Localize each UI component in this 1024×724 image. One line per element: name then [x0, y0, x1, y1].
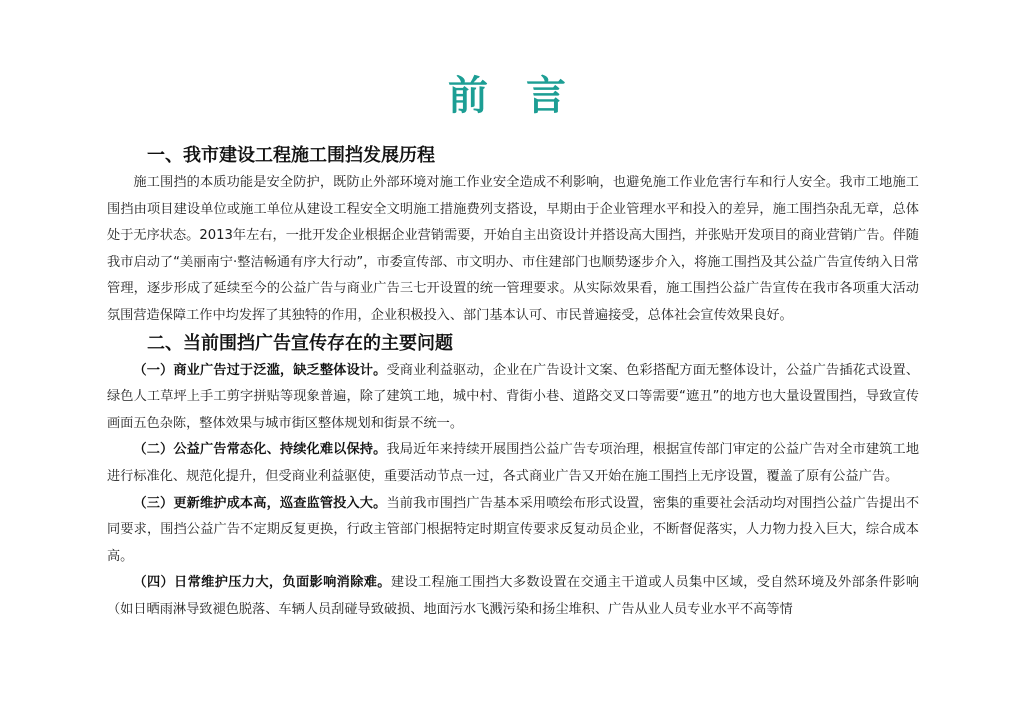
section-heading-history: 一、我市建设工程施工围挡发展历程 — [147, 145, 435, 166]
problem-item-2-lead: （二）公益广告常态化、持续化难以保持。 — [133, 442, 387, 458]
problem-item-3 — [107, 491, 919, 571]
document-body — [107, 142, 919, 624]
problem-item-1 — [107, 358, 919, 438]
problem-item-1-lead: （一）商业广告过于泛滥，缺乏整体设计。 — [133, 362, 387, 378]
problem-item-4 — [107, 570, 919, 623]
document-page — [107, 0, 919, 724]
problem-item-2-text: 我局近年来持续开展围挡公益广告专项治理，根据宣传部门审定的公益广告对全市建筑工地进行标准化、规范化提升，但受商业利益驱使，重要活动节点一过，各式商业广告又开始在施工围挡上无序设置，覆盖了原有公益广告。 — [107, 442, 920, 484]
problem-item-3-text: 当前我市围挡广告基本采用喷绘布形式设置，密集的重要社会活动均对围挡公益广告提出不同要求，围挡公益广告不定期反复更换，行政主管部门根据特定时期宣传要求反复动员企业，不断督促落实，人力物力投入巨大，综合成本高。 — [107, 495, 920, 564]
section-heading-problems: 二、当前围挡广告宣传存在的主要问题 — [147, 332, 453, 354]
problem-item-3-lead: （三）更新维护成本高，巡查监管投入大。 — [133, 495, 387, 511]
problem-item-2 — [107, 437, 919, 490]
problem-item-4-lead: （四）日常维护压力大，负面影响消除难。 — [133, 575, 391, 591]
problem-item-4-text: 建设工程施工围挡大多数设置在交通主干道或人员集中区域，受自然环境及外部条件影响（如日晒雨淋导致褪色脱落、车辆人员刮碰导致破损、地面污水飞溅污染和扬尘堆积、广告从业人员专业水平不高等情 — [107, 575, 920, 617]
history-paragraph: 施工围挡的本质功能是安全防护，既防止外部环境对施工作业安全造成不利影响，也避免施工作业危害行车和行人安全。我市工地施工围挡由项目建设单位或施工单位从建设工程安全文明施工措施费列支搭设，早期由于企业管理水平和投入的差异，施工围挡杂乱无章，总体处于无序状态。2013年左右，一批开发企业根据企业营销需要，开始自主出资设计并搭设高大围挡，并张贴开发项目的商业营销广告。伴随我市启动了“美丽南宁·整洁畅通有序大行动”，市委宣传部、市文明办、市住建部门也顺势逐步介入，将施工围挡及其公益广告宣传纳入日常管理，逐步形成了延续至今的公益广告与商业广告三七开设置的统一管理要求。从实际效果看，施工围挡公益广告宣传在我市各项重大活动氛围营造保障工作中均发挥了其独特的作用，企业积极投入、部门基本认可、市民普遍接受，总体社会宣传效果良好。 — [107, 175, 919, 323]
page-title: 前 言 — [448, 73, 578, 119]
problem-item-1-text: 受商业利益驱动，企业在广告设计文案、色彩搭配方面无整体设计，公益广告插花式设置、绿色人工草坪上手工剪字拼贴等现象普遍，除了建筑工地，城中村、背街小巷、道路交叉口等需要“遮丑”的地方也大量设置围挡，导致宣传画面五色杂陈，整体效果与城市街区整体规划和街景不统一。 — [107, 362, 920, 431]
